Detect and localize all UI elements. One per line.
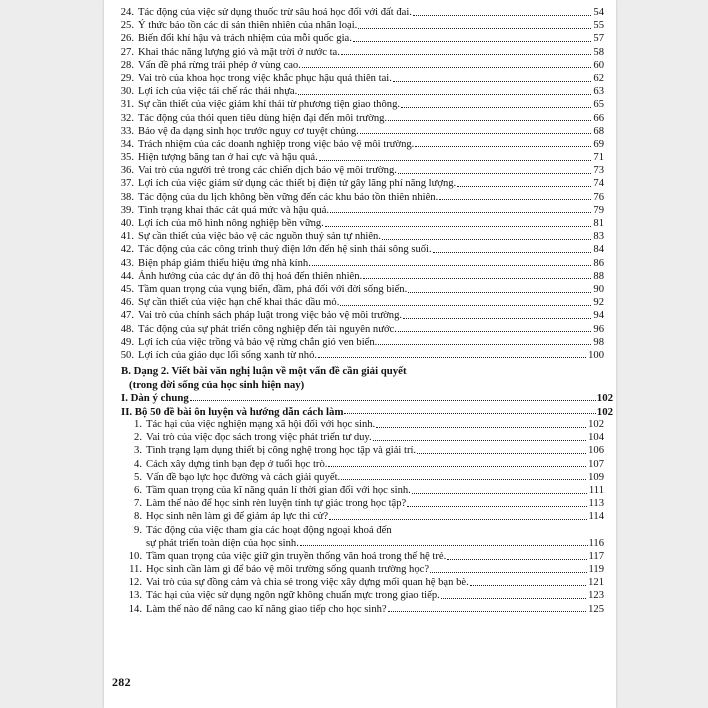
section-i-label: I. Dàn ý chung — [121, 392, 189, 405]
toc-entry[interactable] — [112, 311, 604, 322]
toc-entry[interactable] — [112, 272, 604, 283]
toc-entry-number: 40. — [120, 218, 134, 229]
toc-entry-page: 106 — [588, 445, 604, 457]
section-ii-row[interactable] — [112, 407, 613, 418]
toc-entry-title: Tác động của du lịch không bền vững đến các khu bảo tồn thiên nhiên. — [138, 191, 439, 203]
toc-leader-dots — [401, 106, 591, 108]
toc-leader-dots — [328, 465, 586, 467]
toc-entry-title: Lợi ích của việc tái chế rác thải nhựa. — [138, 86, 298, 98]
toc-entry[interactable] — [112, 259, 604, 270]
toc-entry-number: 38. — [120, 191, 134, 203]
toc-entry-page: 98 — [593, 336, 604, 348]
toc-entry-number: 30. — [120, 86, 134, 98]
toc-entry[interactable] — [112, 486, 604, 497]
toc-entry-title: Ý thức bảo tồn các di sản thiên nhiên của nhân loại. — [138, 20, 358, 32]
toc-leader-dots — [341, 53, 592, 55]
toc-entry-title: Lợi ích của giáo dục lối sống xanh từ nhỏ. — [138, 349, 318, 361]
toc-entry-page: 100 — [588, 349, 604, 361]
toc-entry-page: 57 — [593, 33, 604, 45]
toc-entry-page: 102 — [588, 419, 604, 431]
toc-entry-title: Ảnh hưởng của các dự án đô thị hoá đến thiên nhiên. — [138, 270, 363, 282]
toc-entry-title: Lợi ích của việc trồng và bảo vệ rừng chắn gió ven biển. — [138, 336, 378, 348]
toc-entry-title: Biến đổi khí hậu và trách nhiệm của mỗi quốc gia. — [138, 33, 352, 45]
toc-entry-title: Vai trò của người trẻ trong các chiến dịch bảo vệ môi trường. — [138, 165, 397, 177]
toc-leader-dots — [382, 238, 591, 240]
toc-leader-dots — [329, 518, 586, 520]
toc-entry-page: 54 — [593, 7, 604, 18]
toc-leader-dots — [388, 119, 591, 121]
toc-entry-number: 25. — [120, 20, 134, 32]
toc-leader-dots — [417, 452, 586, 454]
toc-entry-continuation[interactable] — [112, 539, 604, 550]
toc-entry-page: 58 — [593, 46, 604, 58]
toc-entry-title: Tầm quan trọng của kĩ năng quản lí thời gian đối với học sinh. — [146, 484, 411, 496]
toc-entry-title: Tác động của thói quen tiêu dùng hiện đại đến môi trường. — [138, 112, 388, 124]
toc-entry-title: Vấn đề bạo lực học đường và cách giải quyết. — [146, 471, 341, 483]
toc-entry-page: 111 — [588, 484, 604, 496]
toc-entry-page: 69 — [593, 138, 604, 150]
toc-entry-number: 49. — [120, 336, 134, 348]
toc-entry[interactable] — [112, 8, 604, 19]
toc-entry[interactable] — [112, 140, 604, 151]
toc-list-top — [112, 8, 604, 361]
toc-entry-page: 123 — [588, 590, 604, 602]
toc-entry[interactable] — [112, 499, 604, 510]
toc-entry-page: 121 — [588, 577, 604, 589]
toc-leader-dots — [430, 571, 586, 573]
toc-entry[interactable] — [112, 193, 604, 204]
toc-entry-number: 42. — [120, 244, 134, 256]
toc-leader-dots — [393, 80, 592, 82]
toc-entry-number: 1. — [134, 419, 142, 431]
toc-entry-page: 92 — [593, 297, 604, 309]
toc-leader-dots — [415, 145, 591, 147]
toc-entry-page: 71 — [593, 152, 604, 164]
toc-entry-number: 26. — [120, 33, 134, 45]
toc-entry-title: Biện pháp giảm thiểu hiệu ứng nhà kính. — [138, 257, 311, 269]
toc-entry-page: 63 — [593, 86, 604, 98]
toc-entry[interactable] — [112, 61, 604, 72]
toc-entry[interactable] — [112, 565, 604, 576]
toc-entry-title: Vấn đề phá rừng trái phép ở vùng cao. — [138, 59, 301, 71]
toc-entry[interactable] — [112, 552, 604, 563]
toc-entry-number: 13. — [128, 590, 142, 602]
toc-entry-page: 81 — [593, 218, 604, 229]
toc-entry[interactable] — [112, 338, 604, 349]
toc-leader-dots — [470, 584, 586, 586]
toc-entry-title: Khai thác năng lượng gió và mặt trời ở nước ta. — [138, 46, 340, 58]
toc-entry-number: 29. — [120, 72, 134, 84]
toc-entry-page: 96 — [593, 323, 604, 335]
toc-entry[interactable] — [112, 433, 604, 444]
toc-entry-page: 117 — [588, 550, 604, 562]
toc-leader-dots — [344, 412, 595, 414]
toc-leader-dots — [358, 27, 591, 29]
toc-entry-title: Tầm quan trọng của vụng biển, đầm, phá đối với đời sống biển. — [138, 283, 408, 295]
toc-entry-number: 4. — [134, 458, 142, 470]
toc-entry[interactable] — [112, 325, 604, 336]
toc-entry-number: 27. — [120, 46, 134, 58]
toc-entry-page: 86 — [593, 257, 604, 269]
toc-entry-title: Hiện tượng băng tan ở hai cực và hậu quả. — [138, 152, 318, 164]
toc-entry[interactable] — [112, 127, 604, 138]
toc-entry-page: 55 — [593, 20, 604, 32]
toc-entry-page: 62 — [593, 72, 604, 84]
toc-entry-page: 60 — [593, 59, 604, 71]
toc-leader-dots — [439, 198, 591, 200]
toc-entry[interactable] — [112, 512, 604, 523]
toc-leader-dots — [413, 14, 591, 16]
toc-entry-page: 109 — [588, 471, 604, 483]
toc-entry-number: 45. — [120, 283, 134, 295]
toc-leader-dots — [378, 343, 591, 345]
toc-leader-dots — [403, 317, 591, 319]
toc-entry[interactable] — [112, 166, 604, 177]
table-of-contents — [112, 7, 613, 615]
toc-leader-dots — [300, 544, 588, 546]
toc-leader-dots — [447, 558, 586, 560]
toc-leader-dots — [376, 426, 586, 428]
toc-entry-page: 73 — [593, 165, 604, 177]
toc-entry[interactable] — [112, 87, 604, 98]
toc-entry[interactable] — [112, 591, 604, 602]
toc-entry-page: 114 — [588, 511, 604, 523]
toc-entry-number: 37. — [120, 178, 134, 190]
toc-entry[interactable] — [112, 526, 604, 537]
toc-leader-dots — [302, 66, 592, 68]
toc-entry-title: Vai trò của khoa học trong việc khắc phục hậu quả thiên tai. — [138, 72, 392, 84]
toc-entry-page: 84 — [593, 244, 604, 256]
toc-entry-number: 10. — [128, 550, 142, 562]
toc-entry-number: 43. — [120, 257, 134, 269]
toc-entry-page: 104 — [588, 432, 604, 444]
toc-entry[interactable] — [112, 179, 604, 190]
toc-entry-number: 14. — [128, 603, 142, 615]
toc-entry[interactable] — [112, 446, 604, 457]
toc-leader-dots — [388, 610, 586, 612]
toc-entry-title: Tình trạng lạm dụng thiết bị công nghệ trong học tập và giải trí. — [146, 445, 417, 457]
toc-entry-title: Tác động của việc tham gia các hoạt động ngoại khoá đến — [146, 524, 392, 536]
toc-entry-number: 44. — [120, 270, 134, 282]
section-b-heading-line1: B. Dạng 2. Viết bài văn nghị luận về một vấn đề cần giải quyết — [121, 365, 407, 378]
toc-entry-title: Học sinh nên làm gì để giảm áp lực thi cử? — [146, 511, 329, 523]
toc-entry-number: 9. — [134, 524, 142, 536]
toc-entry[interactable] — [112, 232, 604, 243]
toc-entry[interactable] — [112, 153, 604, 164]
toc-entry-page: 116 — [588, 537, 604, 549]
toc-entry-page: 79 — [593, 204, 604, 216]
toc-entry[interactable] — [112, 114, 604, 125]
toc-entry-number: 24. — [120, 7, 134, 18]
toc-leader-dots — [398, 330, 592, 332]
toc-entry-number: 47. — [120, 310, 134, 322]
toc-entry-page: 68 — [593, 125, 604, 137]
toc-entry-title: Sự cần thiết của việc hạn chế khai thác dầu mỏ. — [138, 297, 340, 309]
toc-leader-dots — [360, 132, 592, 134]
toc-entry[interactable] — [112, 578, 604, 589]
toc-entry-page: 107 — [588, 458, 604, 470]
toc-entry-title: Vai trò của sự đồng cảm và chia sẻ trong việc xây dựng mối quan hệ bạn bè. — [146, 577, 469, 589]
toc-entry-number: 41. — [120, 231, 134, 243]
toc-entry-number: 7. — [134, 498, 142, 510]
toc-entry-title: Cách xây dựng tình bạn đẹp ở tuổi học trò. — [146, 458, 328, 470]
toc-entry[interactable] — [112, 206, 604, 217]
toc-entry-title: Trách nhiệm của các doanh nghiệp trong việc bảo vệ môi trường. — [138, 138, 415, 150]
section-i-page: 102 — [596, 392, 613, 405]
toc-entry[interactable] — [112, 100, 604, 111]
toc-leader-dots — [298, 93, 591, 95]
toc-entry-number: 48. — [120, 323, 134, 335]
toc-entry-page: 125 — [588, 603, 604, 615]
toc-entry[interactable] — [112, 245, 604, 256]
toc-entry[interactable] — [112, 351, 604, 362]
toc-entry-title: Lợi ích của mô hình nông nghiệp bền vững. — [138, 218, 324, 229]
section-b-heading-line2: (trong đời sống của học sinh hiện nay) — [129, 378, 305, 391]
toc-entry-title-line2: sự phát triển toàn diện của học sinh. — [146, 537, 299, 549]
page-number: 282 — [112, 675, 131, 689]
toc-entry-number: 2. — [134, 432, 142, 444]
toc-leader-dots — [373, 439, 586, 441]
toc-entry[interactable] — [112, 219, 604, 230]
toc-leader-dots — [407, 505, 586, 507]
toc-entry-number: 12. — [128, 577, 142, 589]
toc-entry[interactable] — [112, 21, 604, 32]
toc-entry-title: Tầm quan trọng của việc giữ gìn truyền thống văn hoá trong thế hệ trẻ. — [146, 550, 447, 562]
toc-entry-number: 39. — [120, 204, 134, 216]
toc-entry-title: Sự cần thiết của việc bảo vệ các nguồn thuỷ sản tự nhiên. — [138, 231, 381, 243]
toc-entry-title: Bảo vệ đa dạng sinh học trước nguy cơ tuyệt chủng. — [138, 125, 359, 137]
toc-entry-page: 113 — [588, 498, 604, 510]
toc-entry[interactable] — [112, 460, 604, 471]
toc-entry-title: Vai trò của việc đọc sách trong việc phát triển tư duy. — [146, 432, 372, 444]
toc-entry-page: 90 — [593, 283, 604, 295]
toc-entry-number: 31. — [120, 99, 134, 111]
toc-entry-title: Tác động của các công trình thuỷ điện lớn đến hệ sinh thái sông suối. — [138, 244, 432, 256]
toc-leader-dots — [408, 291, 591, 293]
toc-leader-dots — [353, 40, 592, 42]
toc-leader-dots — [412, 492, 587, 494]
toc-entry-page: 74 — [593, 178, 604, 190]
toc-entry[interactable] — [112, 298, 604, 309]
toc-leader-dots — [457, 185, 591, 187]
toc-leader-dots — [312, 264, 592, 266]
toc-entry[interactable] — [112, 285, 604, 296]
toc-entry[interactable] — [112, 48, 604, 59]
toc-entry-page: 88 — [593, 270, 604, 282]
toc-entry-number: 5. — [134, 471, 142, 483]
toc-entry[interactable] — [112, 74, 604, 85]
toc-leader-dots — [319, 159, 592, 161]
toc-entry[interactable] — [112, 34, 604, 45]
toc-entry-title: Làm thế nào để học sinh rèn luyện tính tự giác trong học tập? — [146, 498, 407, 510]
toc-leader-dots — [330, 211, 591, 213]
toc-leader-dots — [433, 251, 592, 253]
toc-entry-page: 83 — [593, 231, 604, 243]
toc-entry-title: Làm thế nào để nâng cao kĩ năng giao tiếp cho học sinh? — [146, 603, 387, 615]
toc-entry-page: 94 — [593, 310, 604, 322]
toc-leader-dots — [325, 225, 592, 227]
toc-entry-title: Tác động của sự phát triển công nghiệp đến tài nguyên nước. — [138, 323, 397, 335]
toc-leader-dots — [363, 277, 591, 279]
toc-list-bottom — [112, 420, 604, 615]
toc-leader-dots — [340, 304, 591, 306]
toc-entry-number: 50. — [120, 349, 134, 361]
section-i-row[interactable] — [112, 393, 613, 404]
toc-leader-dots — [398, 172, 592, 174]
toc-entry-title: Tác hại của việc sử dụng ngôn ngữ không chuẩn mực trong giao tiếp. — [146, 590, 440, 602]
toc-entry-title: Sự cần thiết của việc giảm khí thải từ phương tiện giao thông. — [138, 99, 401, 111]
toc-entry-page: 65 — [593, 99, 604, 111]
toc-entry-page: 119 — [588, 564, 604, 576]
toc-entry[interactable] — [112, 420, 604, 431]
toc-entry-number: 36. — [120, 165, 134, 177]
toc-leader-dots — [318, 356, 586, 358]
toc-entry-number: 8. — [134, 511, 142, 523]
toc-entry-number: 28. — [120, 59, 134, 71]
toc-entry-number: 32. — [120, 112, 134, 124]
toc-entry-title: Lợi ích của việc giảm sử dụng các thiết bị điện tử gây lãng phí năng lượng. — [138, 178, 457, 190]
toc-entry-number: 34. — [120, 138, 134, 150]
section-ii-label: II. Bộ 50 đề bài ôn luyện và hướng dẫn cách làm — [121, 405, 344, 418]
toc-entry-title: Vai trò của chính sách pháp luật trong việc bảo vệ môi trường. — [138, 310, 403, 322]
toc-entry-number: 35. — [120, 152, 134, 164]
toc-entry-title: Học sinh cần làm gì để bảo vệ môi trường sống quanh trường học? — [146, 564, 430, 576]
toc-entry-title: Tác động của việc sử dụng thuốc trừ sâu hoá học đối với đất đai. — [138, 7, 412, 18]
toc-entry-number: 46. — [120, 297, 134, 309]
toc-entry-number: 33. — [120, 125, 134, 137]
toc-entry-page: 76 — [593, 191, 604, 203]
page-margin-right — [616, 0, 708, 708]
toc-entry[interactable] — [112, 473, 604, 484]
toc-entry-title: Tác hại của việc nghiện mạng xã hội đối với học sinh. — [146, 419, 376, 431]
toc-leader-dots — [341, 478, 586, 480]
toc-entry-page: 66 — [593, 112, 604, 124]
toc-entry[interactable] — [112, 605, 604, 616]
toc-leader-dots — [441, 597, 586, 599]
section-ii-page: 102 — [596, 405, 613, 418]
toc-entry-number: 6. — [134, 484, 142, 496]
toc-content — [112, 7, 613, 700]
toc-entry-number: 3. — [134, 445, 142, 457]
toc-leader-dots — [190, 399, 596, 401]
page-margin-left — [0, 0, 104, 708]
toc-entry-title: Tình trạng khai thác cát quá mức và hậu quả. — [138, 204, 330, 216]
toc-entry-number: 11. — [129, 564, 142, 576]
